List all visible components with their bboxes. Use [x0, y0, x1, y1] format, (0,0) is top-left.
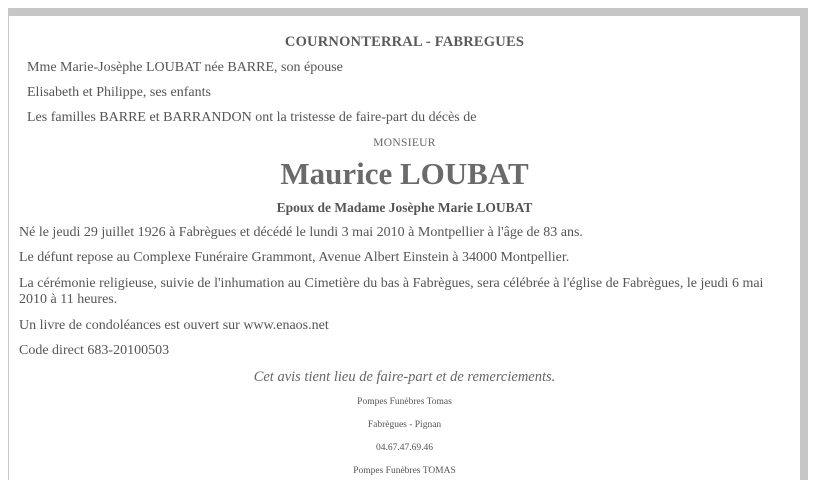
condolence-book-paragraph: Un livre de condoléances est ouvert sur www.enaos.net — [19, 318, 329, 333]
funeral-home-address: Fabrègues - Pignan — [367, 420, 442, 430]
closing-statement: Cet avis tient lieu de faire-part et de remerciements. — [253, 369, 556, 385]
repose-paragraph: Le défunt repose au Complexe Funéraire Grammont, Avenue Albert Einstein à 34000 Montpellier. — [19, 250, 570, 265]
family-line-spouse: Mme Marie-Josèphe LOUBAT née BARRE, son épouse — [27, 60, 343, 75]
ceremony-paragraph: La cérémonie religieuse, suivie de l'inhumation au Cimetière du bas à Fabrègues, sera célébrée à l'église de Fabrègues, le jeudi 6 mai 2010 à 11 heures. — [19, 276, 764, 307]
deceased-name: Maurice LOUBAT — [280, 156, 529, 191]
honorific-label: MONSIEUR — [373, 137, 436, 149]
funeral-home-signature: Pompes Funèbres TOMAS — [353, 466, 456, 476]
spouse-line: Epoux de Madame Josèphe Marie LOUBAT — [276, 200, 533, 215]
family-line-children: Elisabeth et Philippe, ses enfants — [27, 85, 211, 100]
funeral-home-phone: 04.67.47.69.46 — [376, 443, 433, 453]
location-heading: COURNONTERRAL - FABREGUES — [284, 34, 525, 50]
birth-death-paragraph: Né le jeudi 29 juillet 1926 à Fabrègues et décédé le lundi 3 mai 2010 à Montpellier à l'âge de 83 ans. — [19, 225, 583, 240]
direct-code-paragraph: Code direct 683-20100503 — [19, 343, 170, 358]
funeral-home-name: Pompes Funèbres Tomas — [357, 397, 452, 407]
obituary-card — [8, 8, 808, 480]
family-line-announcement: Les familles BARRE et BARRANDON ont la tristesse de faire-part du décès de — [27, 110, 477, 125]
